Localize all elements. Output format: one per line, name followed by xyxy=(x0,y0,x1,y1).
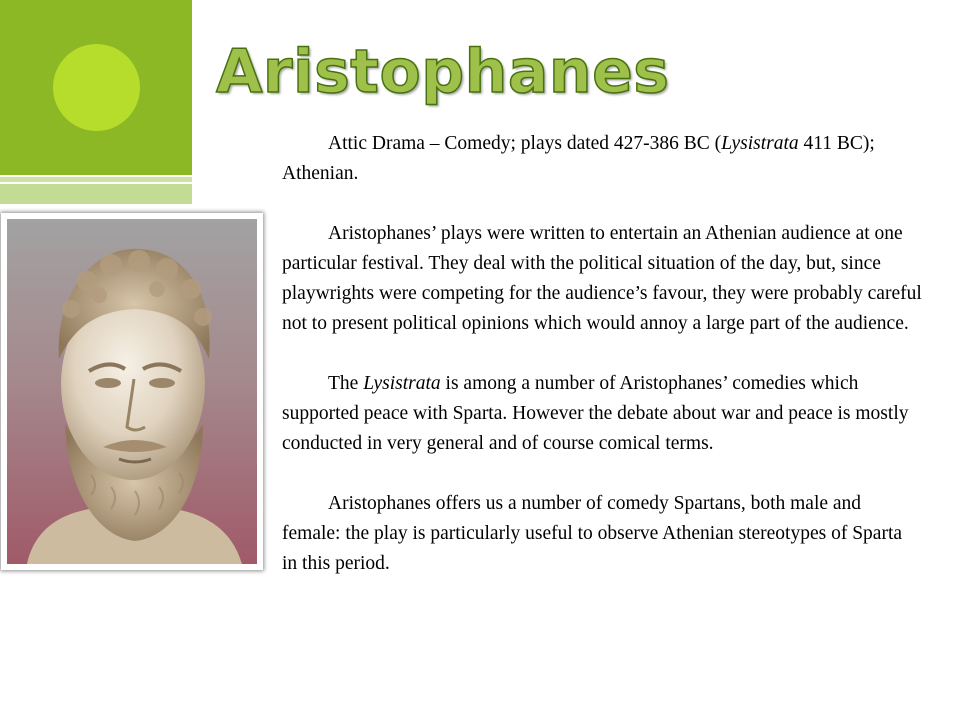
portrait-image xyxy=(7,219,257,564)
slide-title: Aristophanes xyxy=(216,37,670,107)
paragraph-text: Aristophanes offers us a number of comedy Spartans, both male and female: the play is particularly useful to observe Athenian stereotypes of Sparta in this period. xyxy=(282,493,903,574)
paragraph-text: Attic Drama – Comedy; plays dated 427-386 BC ( xyxy=(328,133,722,154)
paragraph-text: Aristophanes’ plays were written to entertain an Athenian audience at one particular festival. They deal with the political situation of the day, but, since playwrights were competing for the audience’s favour, they were probably careful not to present political opinions which would annoy a large part of the audience. xyxy=(282,223,922,334)
body-text xyxy=(282,129,922,579)
italic-title-text: Lysistrata xyxy=(363,373,441,394)
paragraph-text: The xyxy=(328,373,364,394)
body-paragraph xyxy=(282,369,922,459)
paragraph-text: is among a number of Aristophanes’ comedies which supported peace with Sparta. However the debate about war and peace is mostly conducted in very general and of course comical terms. xyxy=(282,373,909,454)
body-paragraph xyxy=(282,219,922,339)
accent-stripe xyxy=(0,184,192,204)
italic-title-text: Lysistrata xyxy=(721,133,799,154)
bust-illustration xyxy=(7,219,257,564)
accent-circle xyxy=(53,44,140,131)
paragraph-text: 411 BC); Athenian. xyxy=(282,133,875,184)
accent-stripe xyxy=(0,177,192,182)
body-paragraph xyxy=(282,489,922,579)
body-paragraph xyxy=(282,129,922,189)
portrait-frame xyxy=(1,213,263,570)
